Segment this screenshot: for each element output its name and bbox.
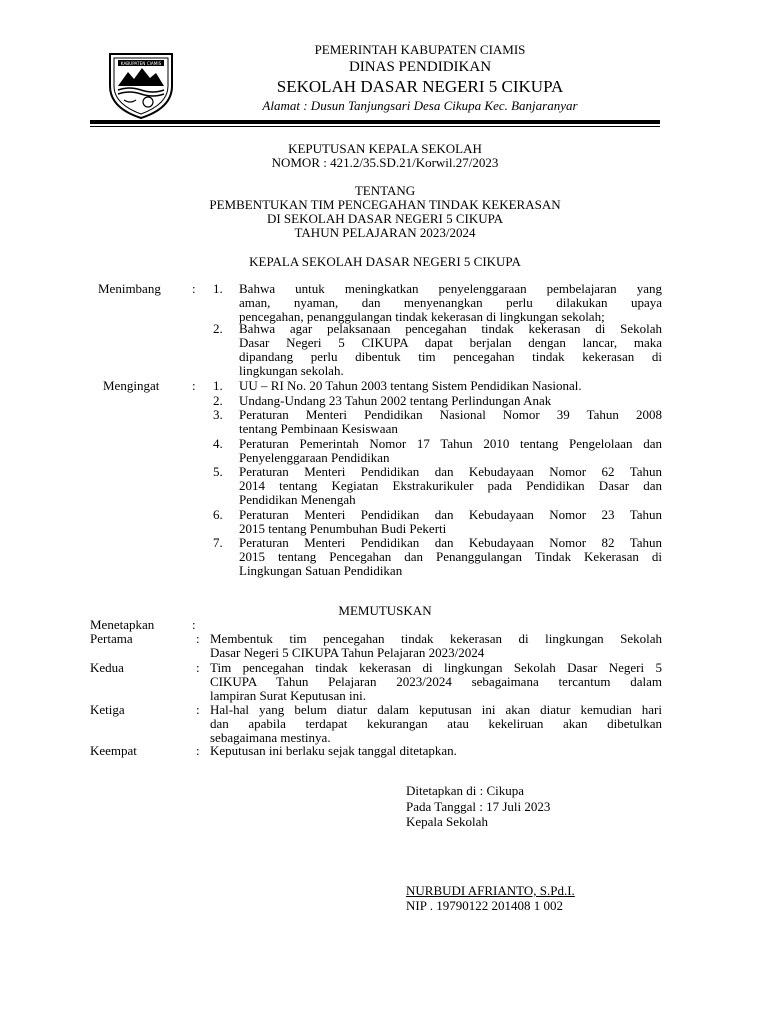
mengingat-number: 6. [213, 507, 223, 522]
text-line: dan apabila terdapat kekurangan atau kekeliruan akan dibetulkan [210, 716, 662, 731]
mengingat-number: 2. [213, 393, 223, 408]
pertama-label: Pertama [90, 631, 133, 646]
text-line: 2015 tentang Pencegahan dan Penanggulangan Tindak Kekerasan di [239, 549, 662, 564]
text-line: pencegahan, penanggulangan tindak kekerasan di lingkungan sekolah; [239, 309, 605, 324]
kedua-colon: : [196, 660, 200, 675]
text-line: sebagaimana mestinya. [210, 730, 331, 745]
kedua-label: Kedua [90, 660, 124, 675]
signature-position: Kepala Sekolah [406, 814, 488, 829]
text-line: lingkungan sekolah. [239, 363, 344, 378]
mengingat-item [239, 437, 662, 465]
text-line: Peraturan Menteri Pendidikan dan Kebudayaan Nomor 82 Tahun [239, 535, 662, 550]
head-title: KEPALA SEKOLAH DASAR NEGERI 5 CIKUPA [249, 254, 521, 269]
memutuskan-heading: MEMUTUSKAN [338, 603, 432, 618]
text-line: Peraturan Menteri Pendidikan dan Kebudayaan Nomor 23 Tahun [239, 507, 662, 522]
text-line: UU – RI No. 20 Tahun 2003 tentang Sistem Pendidikan Nasional. [239, 378, 582, 393]
text-line: Peraturan Pemerintah Nomor 17 Tahun 2010 tentang Pengelolaan dan [239, 436, 662, 451]
text-line: Undang-Undang 23 Tahun 2002 tentang Perlindungan Anak [239, 393, 552, 408]
letterhead [200, 42, 640, 114]
mengingat-label: Mengingat [103, 378, 160, 393]
text-line: Peraturan Menteri Pendidikan dan Kebudayaan Nomor 62 Tahun [239, 464, 662, 479]
letterhead-rule-thin [90, 126, 660, 127]
menimbang-item [239, 282, 662, 324]
text-line: dipandang perlu dibentuk tim pencegahan tindak kekerasan di [239, 349, 662, 364]
subject-line-1: PEMBENTUKAN TIM PENCEGAHAN TINDAK KEKERASAN [209, 197, 561, 212]
mengingat-colon: : [192, 378, 196, 393]
text-line: Dasar Negeri 5 CIKUPA Tahun Pelajaran 2023/2024 [210, 645, 485, 660]
mengingat-item [239, 408, 662, 436]
mengingat-number: 7. [213, 535, 223, 550]
menetapkan-label: Menetapkan [90, 617, 155, 632]
decree-number: NOMOR : 421.2/35.SD.21/Korwil.27/2023 [271, 155, 499, 170]
mengingat-number: 3. [213, 407, 223, 422]
ketiga-colon: : [196, 702, 200, 717]
text-line: aman, nyaman, dan menyenangkan perlu dilakukan upaya [239, 295, 662, 310]
ketiga-text [210, 703, 662, 745]
text-line: Pendidikan Menengah [239, 492, 356, 507]
text-line: tentang Pembinaan Kesiswaan [239, 421, 398, 436]
menimbang-number: 2. [213, 321, 223, 336]
pertama-text [210, 632, 662, 660]
svg-text:KABUPATEN CIAMIS: KABUPATEN CIAMIS [120, 61, 162, 66]
text-line: Penyelenggaraan Pendidikan [239, 450, 390, 465]
keempat-text [210, 744, 662, 758]
mengingat-item [239, 394, 662, 408]
department-name: DINAS PENDIDIKAN [348, 59, 492, 75]
menimbang-number: 1. [213, 281, 223, 296]
subject-line-2: DI SEKOLAH DASAR NEGERI 5 CIKUPA [266, 211, 504, 226]
text-line: Tim pencegahan tindak kekerasan di lingkungan Sekolah Dasar Negeri 5 [210, 660, 662, 675]
decree-title: KEPUTUSAN KEPALA SEKOLAH [288, 141, 482, 156]
menimbang-item [239, 322, 662, 378]
text-line: CIKUPA Tahun Pelajaran 2023/2024 sebagaimana tercantum dalam [210, 674, 662, 689]
text-line: lampiran Surat Keputusan ini. [210, 688, 366, 703]
mengingat-number: 4. [213, 436, 223, 451]
tentang-label: TENTANG [354, 183, 416, 198]
keempat-label: Keempat [90, 743, 137, 758]
school-address: Alamat : Dusun Tanjungsari Desa Cikupa Kec. Banjaranyar [262, 98, 578, 113]
school-name: SEKOLAH DASAR NEGERI 5 CIKUPA [276, 77, 564, 96]
menetapkan-colon: : [192, 617, 196, 632]
text-line: 2015 tentang Penumbuhan Budi Pekerti [239, 521, 447, 536]
mengingat-item [239, 508, 662, 536]
ciamis-regency-logo [104, 46, 178, 120]
text-line: Bahwa untuk meningkatkan penyelenggaraan pembelajaran yang [239, 281, 662, 296]
signatory-nip: NIP . 19790122 201408 1 002 [406, 898, 563, 913]
mengingat-number: 5. [213, 464, 223, 479]
text-line: Hal-hal yang belum diatur dalam keputusan ini akan diatur kemudian hari [210, 702, 662, 717]
text-line: Dasar Negeri 5 CIKUPA dapat berjalan dengan lancar, maka [239, 335, 662, 350]
mengingat-number: 1. [213, 378, 223, 393]
mengingat-item [239, 379, 662, 393]
letterhead-rule [90, 120, 660, 124]
text-line: Lingkungan Satuan Pendidikan [239, 563, 403, 578]
signature-place: Ditetapkan di : Cikupa [406, 783, 525, 798]
text-line: Peraturan Menteri Pendidikan Nasional Nomor 39 Tahun 2008 [239, 407, 662, 422]
kedua-text [210, 661, 662, 703]
text-line: Membentuk tim pencegahan tindak kekerasan di lingkungan Sekolah [210, 631, 662, 646]
ketiga-label: Ketiga [90, 702, 125, 717]
keempat-colon: : [196, 743, 200, 758]
signature-date: Pada Tanggal : 17 Juli 2023 [406, 799, 551, 814]
text-line: Bahwa agar pelaksanaan pencegahan tindak kekerasan di Sekolah [239, 321, 662, 336]
government-name: PEMERINTAH KABUPATEN CIAMIS [314, 42, 526, 57]
menimbang-colon: : [192, 281, 196, 296]
text-line: Keputusan ini berlaku sejak tanggal ditetapkan. [210, 743, 457, 758]
pertama-colon: : [196, 631, 200, 646]
subject-line-3: TAHUN PELAJARAN 2023/2024 [294, 225, 476, 240]
text-line: 2014 tentang Kegiatan Ekstrakurikuler pada Pendidikan Dasar dan [239, 478, 662, 493]
signatory-name: NURBUDI AFRIANTO, S.Pd.I. [406, 883, 575, 898]
mengingat-item [239, 465, 662, 507]
mengingat-item [239, 536, 662, 578]
menimbang-label: Menimbang [98, 281, 161, 296]
